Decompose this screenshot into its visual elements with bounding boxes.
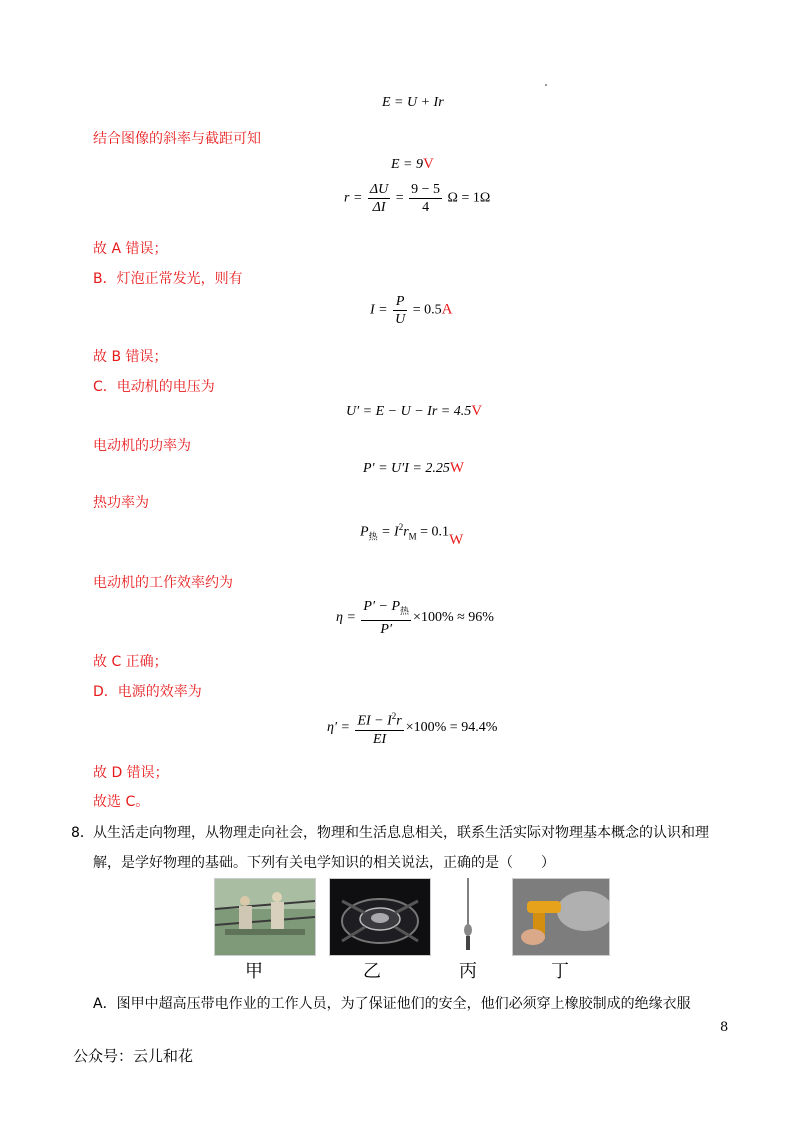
formula-motor-efficiency: η = $\frac{P' - P_热}{P'}$ ×100% ≈ 96% [336,599,494,637]
caption-jia: 甲 [245,961,263,982]
caption-ding: 丁 [551,961,569,982]
formula-current: I = $\frac{P}{U}$ = 0.5A [370,294,453,327]
footer-account: 公众号：云儿和花 [73,1047,194,1065]
photo-spray-gun [512,878,610,956]
formula-source-efficiency: η′ = $\frac{EI - I^2r}{EI}$ ×100% = 94.4% [327,708,497,748]
text-line-4: 故 B 错误； [93,349,168,365]
text-line-6: 电动机的功率为 [93,438,191,454]
formula-emf: E = U + Ir [382,95,444,110]
photo-high-voltage-workers [214,878,316,956]
formula-e-value: E = 9V [391,156,434,172]
formula-heat-power: $P_热 = I^2r_M = 0.1W$ [360,522,464,548]
text-line-12: 故选 C。 [93,794,150,810]
text-line-9: 故 C 正确； [93,654,168,670]
caption-bing: 丙 [459,961,477,982]
text-line-7: 热功率为 [93,495,149,511]
question-stem-line-1: 从生活走向物理，从物理走向社会，物理和生活息息相关，联系生活实际对物理基本概念的认识和理 [93,825,709,841]
stray-dot [545,84,547,86]
text-line-3: B．灯泡正常发光，则有 [93,271,243,287]
text-line-5: C．电动机的电压为 [93,379,215,395]
text-line-1: 结合图像的斜率与截距可知 [93,131,261,147]
question-stem-line-2: 解，是学好物理的基础。下列有关电学知识的相关说法，正确的是（ ） [93,855,555,871]
page-number: 8 [720,1020,729,1035]
formula-motor-power: P′ = U′I = 2.25W [363,460,465,476]
text-line-2: 故 A 错误； [93,241,168,257]
photo-gas-stove-burner [329,878,431,956]
caption-yi: 乙 [363,961,381,982]
formula-internal-resistance: r = $\frac{\Delta U}{\Delta I}$ = $\frac{9 - 5}{4}$ Ω = 1Ω [344,182,491,215]
option-a: A．图甲中超高压带电作业的工作人员，为了保证他们的安全，他们必须穿上橡胶制成的绝缘衣服 [93,996,691,1012]
question-number: 8． [71,825,94,841]
text-line-8: 电动机的工作效率约为 [93,575,233,591]
photo-lightning-rod [455,878,481,954]
text-line-10: D．电源的效率为 [93,684,202,700]
text-line-11: 故 D 错误； [93,765,169,781]
formula-motor-voltage: U′ = E − U − Ir = 4.5V [346,403,483,419]
